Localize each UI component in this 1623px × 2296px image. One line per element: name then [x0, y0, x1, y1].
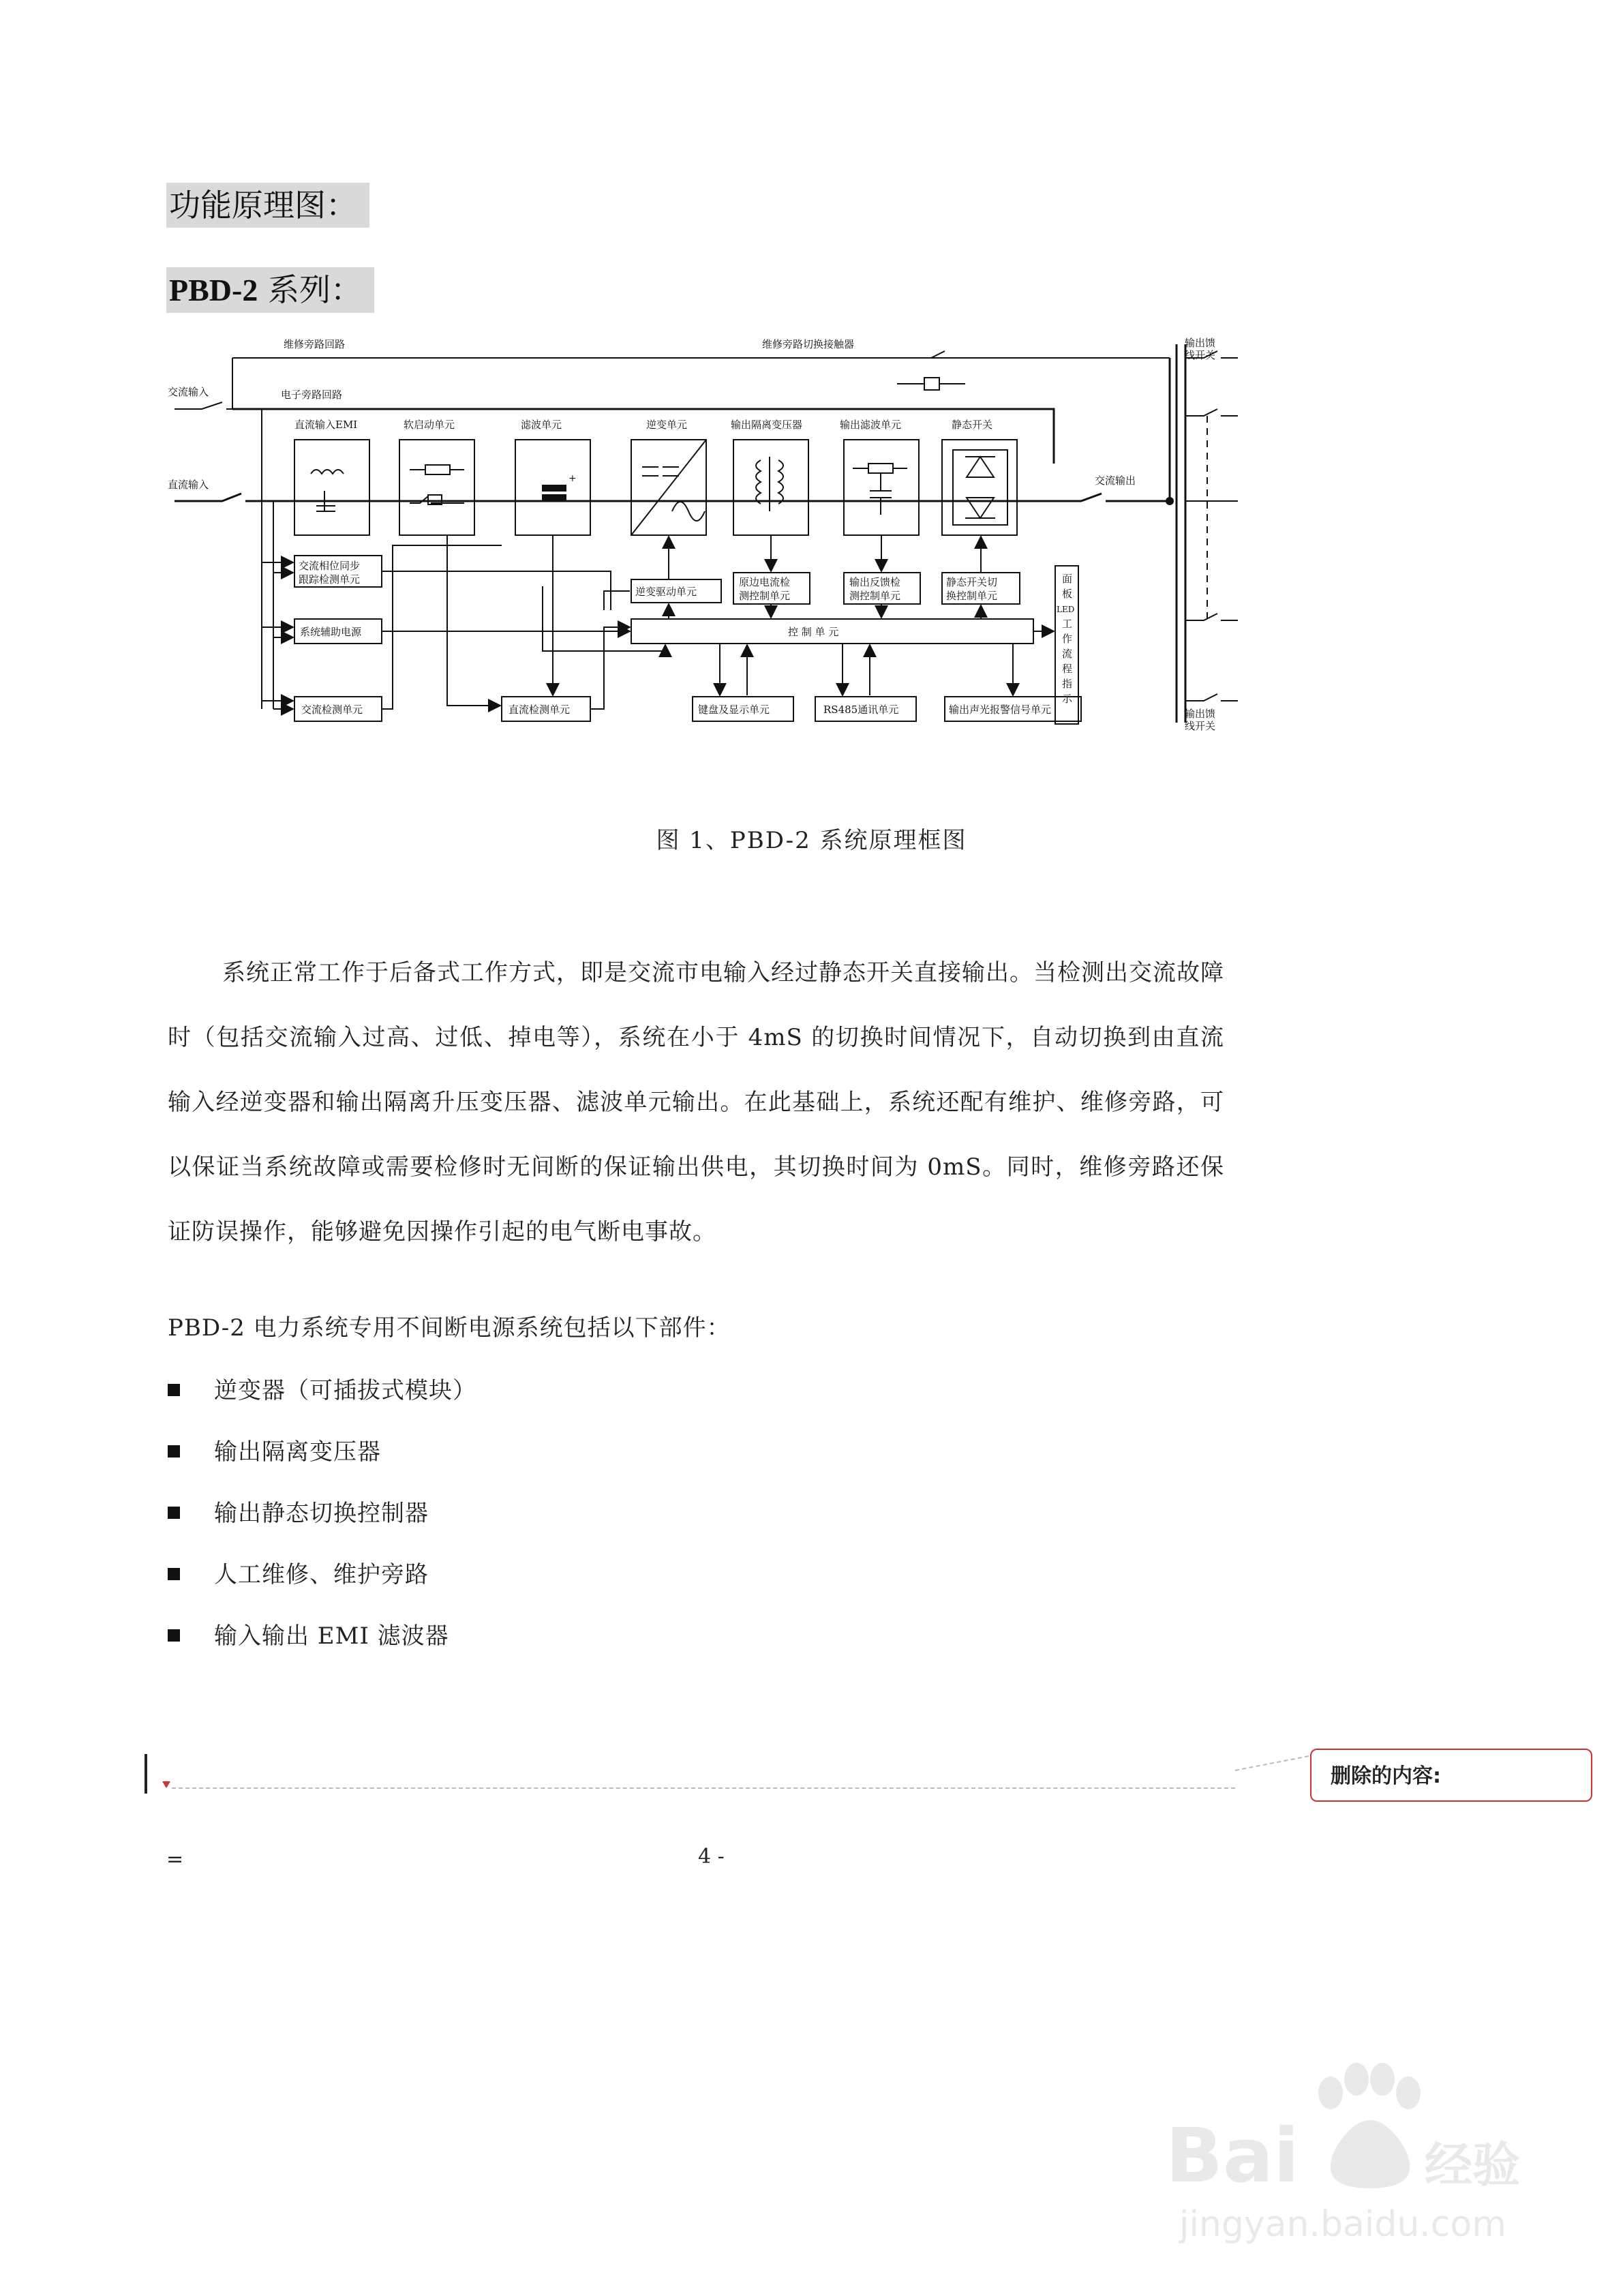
svg-text:板: 板	[1062, 588, 1073, 600]
svg-text:输出滤波单元: 输出滤波单元	[840, 419, 902, 431]
static-switch-ctrl-unit	[942, 573, 1020, 604]
svg-text:滤波单元: 滤波单元	[521, 419, 562, 431]
component-item: 输出隔离变压器	[168, 1433, 381, 1466]
feeder-bottom-label-1: 输出馈	[1185, 708, 1216, 720]
component-item: 输出静态切换控制器	[168, 1494, 429, 1528]
bullet-square-icon	[168, 1445, 180, 1457]
elec-bypass-line	[232, 409, 1054, 464]
aux-power-unit	[294, 619, 382, 644]
section-title: 功能原理图：	[166, 183, 369, 228]
elec-bypass-label: 电子旁路回路	[281, 389, 343, 401]
svg-text:逆变驱动单元: 逆变驱动单元	[635, 586, 697, 598]
svg-text:系统辅助电源: 系统辅助电源	[300, 626, 362, 638]
svg-text:程: 程	[1062, 663, 1073, 675]
maint-contactor-label: 维修旁路切换接触器	[762, 338, 855, 350]
svg-text:交流相位同步: 交流相位同步	[299, 560, 361, 572]
ac-input-label: 交流输入	[168, 386, 209, 398]
svg-text:软启动单元: 软启动单元	[404, 419, 455, 431]
svg-text:控 制 单 元: 控 制 单 元	[788, 626, 839, 638]
revision-connector	[1235, 1755, 1309, 1771]
svg-text:逆变单元: 逆变单元	[646, 419, 688, 431]
output-bus	[1177, 344, 1185, 723]
svg-text:工: 工	[1062, 618, 1073, 630]
outfilter-block	[840, 419, 919, 535]
bullet-square-icon	[168, 1384, 180, 1396]
feeder-top-label-1: 输出馈	[1185, 337, 1216, 349]
svg-text:键盘及显示单元: 键盘及显示单元	[698, 704, 770, 716]
component-item: 人工维修、维护旁路	[168, 1556, 429, 1589]
svg-text:输出隔离变压器: 输出隔离变压器	[731, 419, 803, 431]
maint-contactor	[924, 378, 939, 390]
svg-text:流: 流	[1062, 648, 1073, 660]
inverter-block	[631, 419, 706, 535]
softstart-block	[399, 419, 474, 535]
emi-block	[294, 419, 369, 535]
primary-current-unit	[733, 573, 810, 604]
page-number: 4 -	[698, 1845, 725, 1869]
svg-text:指: 指	[1062, 678, 1073, 690]
panel-led-unit	[1055, 566, 1078, 724]
baidu-watermark-logo	[1152, 2052, 1534, 2256]
svg-text:示: 示	[1062, 693, 1073, 705]
footer-eq: =	[166, 1847, 184, 1871]
svg-text:测控制单元: 测控制单元	[849, 590, 901, 602]
svg-text:jingyan.baidu.com: jingyan.baidu.com	[1179, 2204, 1506, 2245]
series-title: PBD-2 系列：	[166, 267, 374, 313]
ac-detect-unit	[294, 697, 382, 721]
alarm-unit	[945, 697, 1081, 721]
keyboard-display-unit	[693, 697, 793, 721]
svg-text:输出声光报警信号单元: 输出声光报警信号单元	[949, 704, 1052, 716]
svg-text:Bai: Bai	[1166, 2112, 1299, 2199]
svg-text:LED: LED	[1057, 605, 1075, 614]
revision-leader-line	[172, 1787, 1235, 1789]
svg-text:交流检测单元: 交流检测单元	[301, 704, 363, 716]
control-unit	[631, 619, 1033, 644]
svg-text:RS485通讯单元: RS485通讯单元	[823, 704, 899, 716]
block-diagram	[161, 327, 1238, 750]
dc-detect-unit	[502, 697, 590, 721]
components-intro: PBD-2 电力系统专用不间断电源系统包括以下部件：	[168, 1314, 731, 1342]
output-feedback-unit	[844, 573, 920, 604]
maint-bypass-label: 维修旁路回路	[284, 338, 346, 350]
deleted-content-comment[interactable]: 删除的内容:	[1310, 1749, 1592, 1802]
svg-text:经验: 经验	[1425, 2137, 1520, 2193]
svg-text:直流输入EMI: 直流输入EMI	[294, 419, 358, 431]
inverter-drive-unit	[631, 579, 721, 603]
svg-text:静态开关切: 静态开关切	[946, 576, 998, 588]
svg-text:作: 作	[1062, 633, 1073, 645]
svg-text:直流检测单元: 直流检测单元	[509, 704, 571, 716]
svg-text:跟踪检测单元: 跟踪检测单元	[299, 573, 361, 586]
filter-block	[515, 419, 590, 535]
description-paragraph: 系统正常工作于后备式工作方式，即是交流市电输入经过静态开关直接输出。当检测出交流故障时（包括交流输入过高、过低、掉电等），系统在小于 4mS 的切换时间情况下，自动切换到由直流输入经逆变器和输出隔离升压变压器、滤波单元输出。在此基础上，系统还配有维护、维修旁路，可以保证当系统故障或需要检修时无间断的保证输出供电，其切换时间为 0mS。同时，维修旁路还保证防误操作，能够避免因操作引起的电气断电事故。	[168, 959, 1224, 1245]
svg-text:测控制单元: 测控制单元	[739, 590, 791, 602]
svg-text:面: 面	[1062, 573, 1073, 585]
feeder-bottom-label-2: 线开关	[1185, 720, 1216, 732]
revision-bar	[145, 1754, 147, 1794]
ac-phase-unit	[294, 556, 382, 587]
ac-input-switch	[175, 402, 232, 409]
bullet-square-icon	[168, 1507, 180, 1519]
dc-input-label: 直流输入	[168, 479, 209, 491]
bullet-square-icon	[168, 1629, 180, 1642]
component-item: 逆变器（可插拔式模块）	[168, 1372, 476, 1405]
rs485-unit	[815, 697, 916, 721]
feeder-top-label-2: 线开关	[1185, 349, 1216, 361]
static-switch-block	[942, 419, 1017, 535]
ac-output-label: 交流输出	[1095, 474, 1136, 487]
revision-marker-icon	[162, 1781, 170, 1788]
figure-caption: 图 1、PBD-2 系统原理框图	[656, 827, 967, 854]
transformer-block	[731, 419, 808, 535]
svg-text:静态开关: 静态开关	[952, 419, 993, 431]
svg-text:原边电流检: 原边电流检	[739, 576, 791, 588]
bullet-square-icon	[168, 1568, 180, 1580]
component-item: 输入输出 EMI 滤波器	[168, 1617, 449, 1650]
svg-text:输出反馈检: 输出反馈检	[849, 576, 901, 588]
svg-text:换控制单元: 换控制单元	[946, 590, 998, 602]
svg-text:+: +	[568, 473, 577, 484]
